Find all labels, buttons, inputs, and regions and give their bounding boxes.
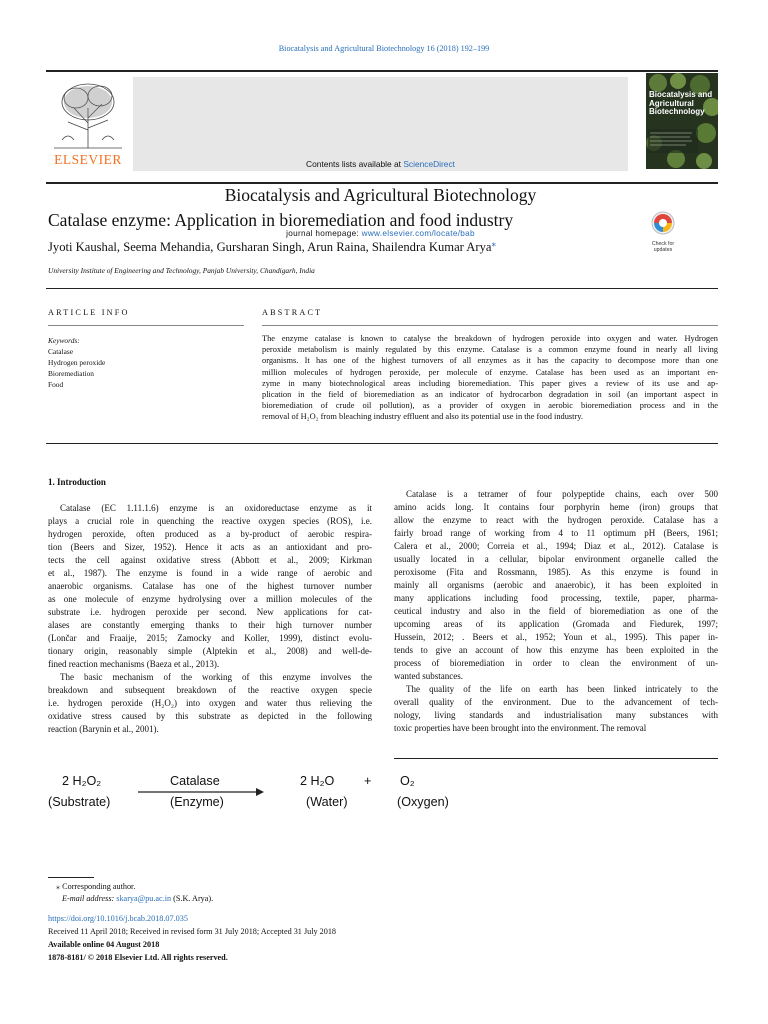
cover-title: Biocatalysis and Agricultural Biotechnology xyxy=(649,90,713,116)
reaction-water-formula: 2 H₂O xyxy=(300,774,335,788)
email-label: E-mail address: xyxy=(62,894,117,903)
body-text-line: Hussein, 2012; . Beers et al., 1952; Youn et al., 1995). This paper in- xyxy=(394,632,718,642)
tree-icon xyxy=(46,78,130,150)
abstract-bottom-rule xyxy=(46,443,718,444)
body-text-line: fined reaction mechanisms (Baeza et al., 2013). xyxy=(48,659,220,669)
homepage-link[interactable]: www.elsevier.com/locate/bab xyxy=(361,229,475,238)
body-text-line: et al., 1987). The enzyme is found in a wide range of aerobic and xyxy=(48,568,372,578)
author-list xyxy=(48,237,496,255)
article-info-rule xyxy=(48,325,244,326)
body-text-line: wanted substances. xyxy=(394,671,463,681)
keyword: Food xyxy=(48,380,64,389)
body-text-line: many applications including food processing, textile, paper, pharma- xyxy=(394,593,718,603)
reaction-plus-sign: + xyxy=(364,774,372,788)
affiliation: University Institute of Engineering and Technology, Panjab University, Chandigarh, India xyxy=(48,266,315,275)
body-text-line: plays a crucial role in quenching the reactive oxygen species (ROS), i.e. xyxy=(48,516,372,526)
masthead-rule xyxy=(46,182,718,184)
body-text-line: tects the cell against oxidative stress (Abbott et al., 2009; Kirkman xyxy=(48,555,372,565)
top-rule xyxy=(46,70,718,72)
corresponding-author-mark[interactable]: ⁎ xyxy=(491,237,496,248)
check-updates-line-1: Check for xyxy=(651,241,675,247)
authors: Jyoti Kaushal, Seema Mehandia, Gursharan Singh, Arun Raina, Shailendra Kumar Arya xyxy=(48,240,492,254)
received-dates: Received 11 April 2018; Received in revised form 31 July 2018; Accepted 31 July 2018 xyxy=(48,927,337,936)
abstract-line: removal of H₂O₂ from bleaching industry effluent and also its potential use in the food industry. xyxy=(262,412,583,422)
reaction-oxygen-label: (Oxygen) xyxy=(397,795,449,809)
homepage-label: journal homepage: xyxy=(286,229,362,238)
body-text-line: tion (Beers and Sizer, 1952). Hence it acts as an antioxidant and pro- xyxy=(48,542,372,552)
check-for-updates-button[interactable] xyxy=(646,210,680,253)
intro-right-column xyxy=(394,488,718,735)
check-updates-line-2: updates xyxy=(653,247,673,253)
reaction-enzyme-label: (Enzyme) xyxy=(170,795,224,809)
body-text-line: overall quality of the environment. Due to the advancement of tech- xyxy=(394,697,718,707)
body-text-line: toxic properties have been brought into the environment. The removal xyxy=(394,723,647,733)
body-text-line: usually located in a cellular, bipolar environment organelle called the xyxy=(394,554,718,564)
body-text-line: oxidative stress caused by this substrate as depicted in the following xyxy=(48,711,372,721)
email-suffix: (S.K. Arya). xyxy=(171,894,214,903)
body-text-line: as one molecule of enzyme hydrolysing over a million molecules of the xyxy=(48,594,372,604)
body-text-line: anaerobic organisms. Catalase has one of the highest turnover number xyxy=(48,581,372,591)
article-info-heading: ARTICLE INFO xyxy=(48,308,130,317)
reaction-oxygen-formula: O₂ xyxy=(400,774,415,788)
article-title: Catalase enzyme: Application in bioremediation and food industry xyxy=(48,210,514,230)
check-updates-icon xyxy=(646,210,680,236)
column-end-rule xyxy=(394,758,718,759)
abstract-line: peroxide metabolism is mainly regulated by this enzyme. Catalase is a common enzyme found in nearly all living xyxy=(262,345,718,355)
body-text-line: amino acids long. It contains four porphyrin heme (iron) groups that xyxy=(394,502,718,512)
body-text-line: reaction (Barynin et al., 2001). xyxy=(48,724,159,734)
body-text-line: ceutical industry and also in the field of bioremediation as one of the xyxy=(394,606,718,616)
body-text-line: i.e. hydrogen peroxide (H₂O₂) into oxygen and water thus relieving the xyxy=(48,698,372,708)
section-heading-introduction: 1. Introduction xyxy=(48,477,106,487)
body-text-line: process of bioremediation in order to clean the environment of un- xyxy=(394,658,718,668)
reaction-substrate-label: (Substrate) xyxy=(48,795,111,809)
abstract-body xyxy=(262,333,718,423)
body-text-line: hydrogen peroxide, often produced as a by-product of aerobic respira- xyxy=(48,529,372,539)
body-text-line: Catalase is a tetramer of four polypeptide chains, each over 500 xyxy=(406,489,718,499)
keyword: Bioremediation xyxy=(48,369,94,378)
running-header[interactable]: Biocatalysis and Agricultural Biotechnology 16 (2018) 192–199 xyxy=(278,44,490,53)
elsevier-logo[interactable] xyxy=(46,78,130,168)
body-text-line: mainly all organisms (aerobic and anaerobic), it has been exploited in xyxy=(394,580,718,590)
body-text-line: The basic mechanism of the working of this enzyme involves the xyxy=(60,672,372,682)
body-text-line: nology, living standards and industrialisation many substances with xyxy=(394,710,718,720)
abstract-line: plication in the field of bioremediation as an indicator of hydrocarbon degradation in soil (an important aspect in xyxy=(262,390,718,400)
email-line xyxy=(62,893,213,905)
intro-left-column xyxy=(48,502,372,736)
body-text-line: Catalase (EC 1.11.1.6) enzyme is an oxidoreductase enzyme as it xyxy=(60,503,372,513)
keyword: Hydrogen peroxide xyxy=(48,358,106,367)
body-text-line: upcoming areas of its application (Gromada and Fiedurek, 1997; xyxy=(394,619,718,629)
keywords-block xyxy=(48,335,105,390)
body-text-line: breakdown and subsequent breakdown of the reactive oxygen specie xyxy=(48,685,372,695)
contents-line xyxy=(133,159,628,169)
abstract-heading: ABSTRACT xyxy=(262,308,323,317)
keywords-label: Keywords: xyxy=(48,336,80,345)
reaction-water-label: (Water) xyxy=(306,795,348,809)
abstract-line: zyme in many biotechnological areas including bioremediation. This paper gives a review of its use and ap- xyxy=(262,378,718,388)
body-text-line: The quality of the life on earth has been linked intricately to the xyxy=(406,684,718,694)
body-text-line: tionary origin, reasonably simple (Alptekin et al., 2008) and well-de- xyxy=(48,646,372,656)
email-link[interactable]: skarya@pu.ac.in xyxy=(116,894,172,903)
body-text-line: Calera et al., 2000; Correia et al., 1994; Diaz et al., 2012). Catalase is xyxy=(394,541,718,551)
abstract-line: The enzyme catalase is known to catalyse the breakdown of hydrogen peroxide into oxygen and water. Hydrogen xyxy=(262,334,718,343)
body-text-line: tends to give an account of how this enzyme has been exploited in the xyxy=(394,645,718,655)
journal-title[interactable]: Biocatalysis and Agricultural Biotechnology xyxy=(224,185,537,205)
body-text-line: (Lončar and Fraaije, 2015; Zamocky and Koller, 1999), distinct evolu- xyxy=(48,633,372,643)
keyword: Catalase xyxy=(48,347,74,356)
abstract-line: bioremediation of crude oil pollution), as a provider of oxygen in aerobic bioremediation process and in the xyxy=(262,401,718,411)
copyright: 1878-8181/ © 2018 Elsevier Ltd. All rights reserved. xyxy=(48,953,228,962)
abstract-rule xyxy=(262,325,718,326)
body-text-line: allow the enzyme to react with the hydrogen peroxide. Catalase has a xyxy=(394,515,718,525)
abstract-line: organisms. It has one of the highest turnovers of all enzymes as it has the capacity to decompose more than one xyxy=(262,356,718,366)
cover-art-icon xyxy=(646,73,718,169)
body-text-line: substrate i.e. hydrogen peroxide per second. New applications for cat- xyxy=(48,607,372,617)
body-text-line: peroxisome (Fita and Rossmann, 1985). As this enzyme is found in xyxy=(394,567,718,577)
available-online: Available online 04 August 2018 xyxy=(48,940,160,949)
sciencedirect-link[interactable]: ScienceDirect xyxy=(403,159,455,169)
doi-link[interactable]: https://doi.org/10.1016/j.bcab.2018.07.035 xyxy=(48,914,188,923)
elsevier-wordmark: ELSEVIER xyxy=(54,152,122,167)
info-top-rule xyxy=(46,288,718,289)
corresponding-author-note: ⁎ Corresponding author. xyxy=(56,882,136,891)
reaction-substrate-formula: 2 H₂O₂ xyxy=(62,774,102,788)
contents-prefix: Contents lists available at xyxy=(306,159,404,169)
footnote-rule xyxy=(48,877,94,878)
journal-cover[interactable] xyxy=(646,73,718,169)
reaction-enzyme-name: Catalase xyxy=(170,774,220,788)
check-updates-label xyxy=(646,241,680,253)
abstract-line: million molecules of hydrogen peroxide, per molecule of enzyme. Catalase has been used as an important en- xyxy=(262,367,718,377)
body-text-line: alases are constantly emerging thanks to their high turnover number xyxy=(48,620,372,630)
body-text-line: fairly broad range of working from 4 to 11 optimum pH (Beers, 1961; xyxy=(394,528,718,538)
